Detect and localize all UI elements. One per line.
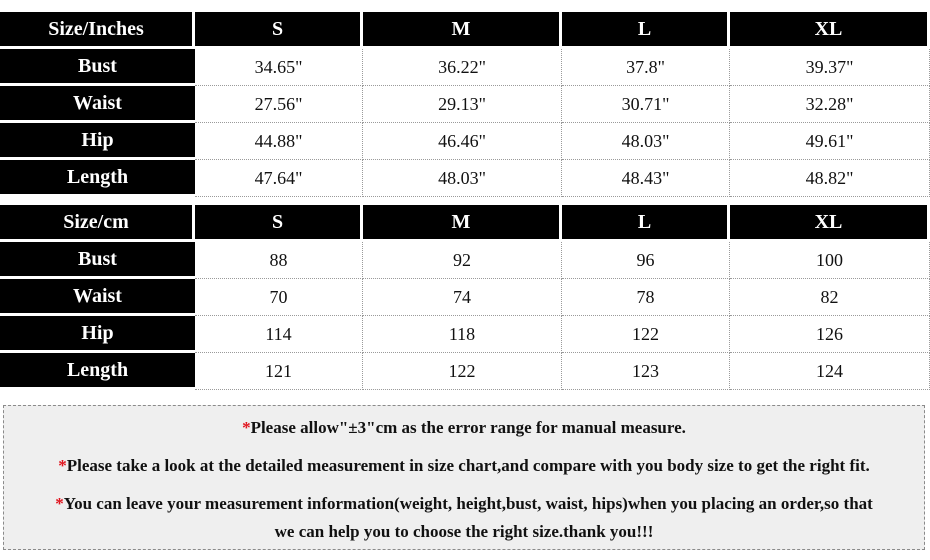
size-header-m: M bbox=[363, 12, 562, 49]
table-cell: 122 bbox=[363, 353, 562, 390]
row-label: Bust bbox=[0, 242, 195, 279]
table-cell: 88 bbox=[195, 242, 363, 279]
size-header-xl: XL bbox=[730, 205, 930, 242]
note-star: * bbox=[242, 418, 251, 437]
notes-panel bbox=[3, 405, 925, 550]
note-size-chart bbox=[4, 452, 924, 480]
table-row bbox=[0, 353, 930, 390]
table-cell: 37.8" bbox=[562, 49, 730, 86]
table-row bbox=[0, 86, 930, 123]
note-star: * bbox=[58, 456, 67, 475]
table-row bbox=[0, 279, 930, 316]
table-row bbox=[0, 49, 930, 86]
table-cell: 47.64" bbox=[195, 160, 363, 197]
note-text: Please take a look at the detailed measurement in size chart,and compare with you body size to get the right fit. bbox=[66, 456, 870, 475]
table-cell: 122 bbox=[562, 316, 730, 353]
size-table-inches bbox=[0, 12, 930, 197]
table-cell: 114 bbox=[195, 316, 363, 353]
size-table-cm bbox=[0, 205, 930, 390]
table-cell: 121 bbox=[195, 353, 363, 390]
note-measurement-info bbox=[4, 490, 924, 546]
table-cell: 29.13" bbox=[363, 86, 562, 123]
table-cell: 126 bbox=[730, 316, 930, 353]
row-label: Hip bbox=[0, 123, 195, 160]
table-cell: 30.71" bbox=[562, 86, 730, 123]
note-star: * bbox=[55, 494, 64, 513]
row-label: Length bbox=[0, 353, 195, 390]
table-cell: 82 bbox=[730, 279, 930, 316]
table-cell: 49.61" bbox=[730, 123, 930, 160]
size-header-xl: XL bbox=[730, 12, 930, 49]
table-cell: 124 bbox=[730, 353, 930, 390]
corner-label: Size/cm bbox=[0, 205, 195, 242]
table-cell: 100 bbox=[730, 242, 930, 279]
table-cell: 46.46" bbox=[363, 123, 562, 160]
table-row bbox=[0, 123, 930, 160]
table-header-row bbox=[0, 12, 930, 49]
table-cell: 44.88" bbox=[195, 123, 363, 160]
table-row bbox=[0, 316, 930, 353]
table-row bbox=[0, 160, 930, 197]
table-cell: 48.43" bbox=[562, 160, 730, 197]
size-header-s: S bbox=[195, 205, 363, 242]
corner-label: Size/Inches bbox=[0, 12, 195, 49]
table-cell: 78 bbox=[562, 279, 730, 316]
note-text-line2: we can help you to choose the right size.thank you!!! bbox=[274, 522, 654, 541]
table-row bbox=[0, 242, 930, 279]
table-cell: 27.56" bbox=[195, 86, 363, 123]
row-label: Length bbox=[0, 160, 195, 197]
table-cell: 36.22" bbox=[363, 49, 562, 86]
row-label: Hip bbox=[0, 316, 195, 353]
table-cell: 118 bbox=[363, 316, 562, 353]
note-text: You can leave your measurement information(weight, height,bust, waist, hips)when you placing an order,so that bbox=[63, 494, 873, 513]
table-cell: 34.65" bbox=[195, 49, 363, 86]
table-cell: 39.37" bbox=[730, 49, 930, 86]
table-cell: 48.03" bbox=[363, 160, 562, 197]
row-label: Bust bbox=[0, 49, 195, 86]
table-cell: 32.28" bbox=[730, 86, 930, 123]
table-cell: 123 bbox=[562, 353, 730, 390]
size-header-l: L bbox=[562, 205, 730, 242]
row-label: Waist bbox=[0, 279, 195, 316]
size-header-l: L bbox=[562, 12, 730, 49]
table-cell: 48.82" bbox=[730, 160, 930, 197]
table-cell: 96 bbox=[562, 242, 730, 279]
row-label: Waist bbox=[0, 86, 195, 123]
note-error-range bbox=[4, 414, 924, 442]
table-cell: 48.03" bbox=[562, 123, 730, 160]
note-text: Please allow"±3"cm as the error range for manual measure. bbox=[250, 418, 686, 437]
table-cell: 74 bbox=[363, 279, 562, 316]
size-header-s: S bbox=[195, 12, 363, 49]
table-cell: 92 bbox=[363, 242, 562, 279]
table-cell: 70 bbox=[195, 279, 363, 316]
size-header-m: M bbox=[363, 205, 562, 242]
table-header-row bbox=[0, 205, 930, 242]
